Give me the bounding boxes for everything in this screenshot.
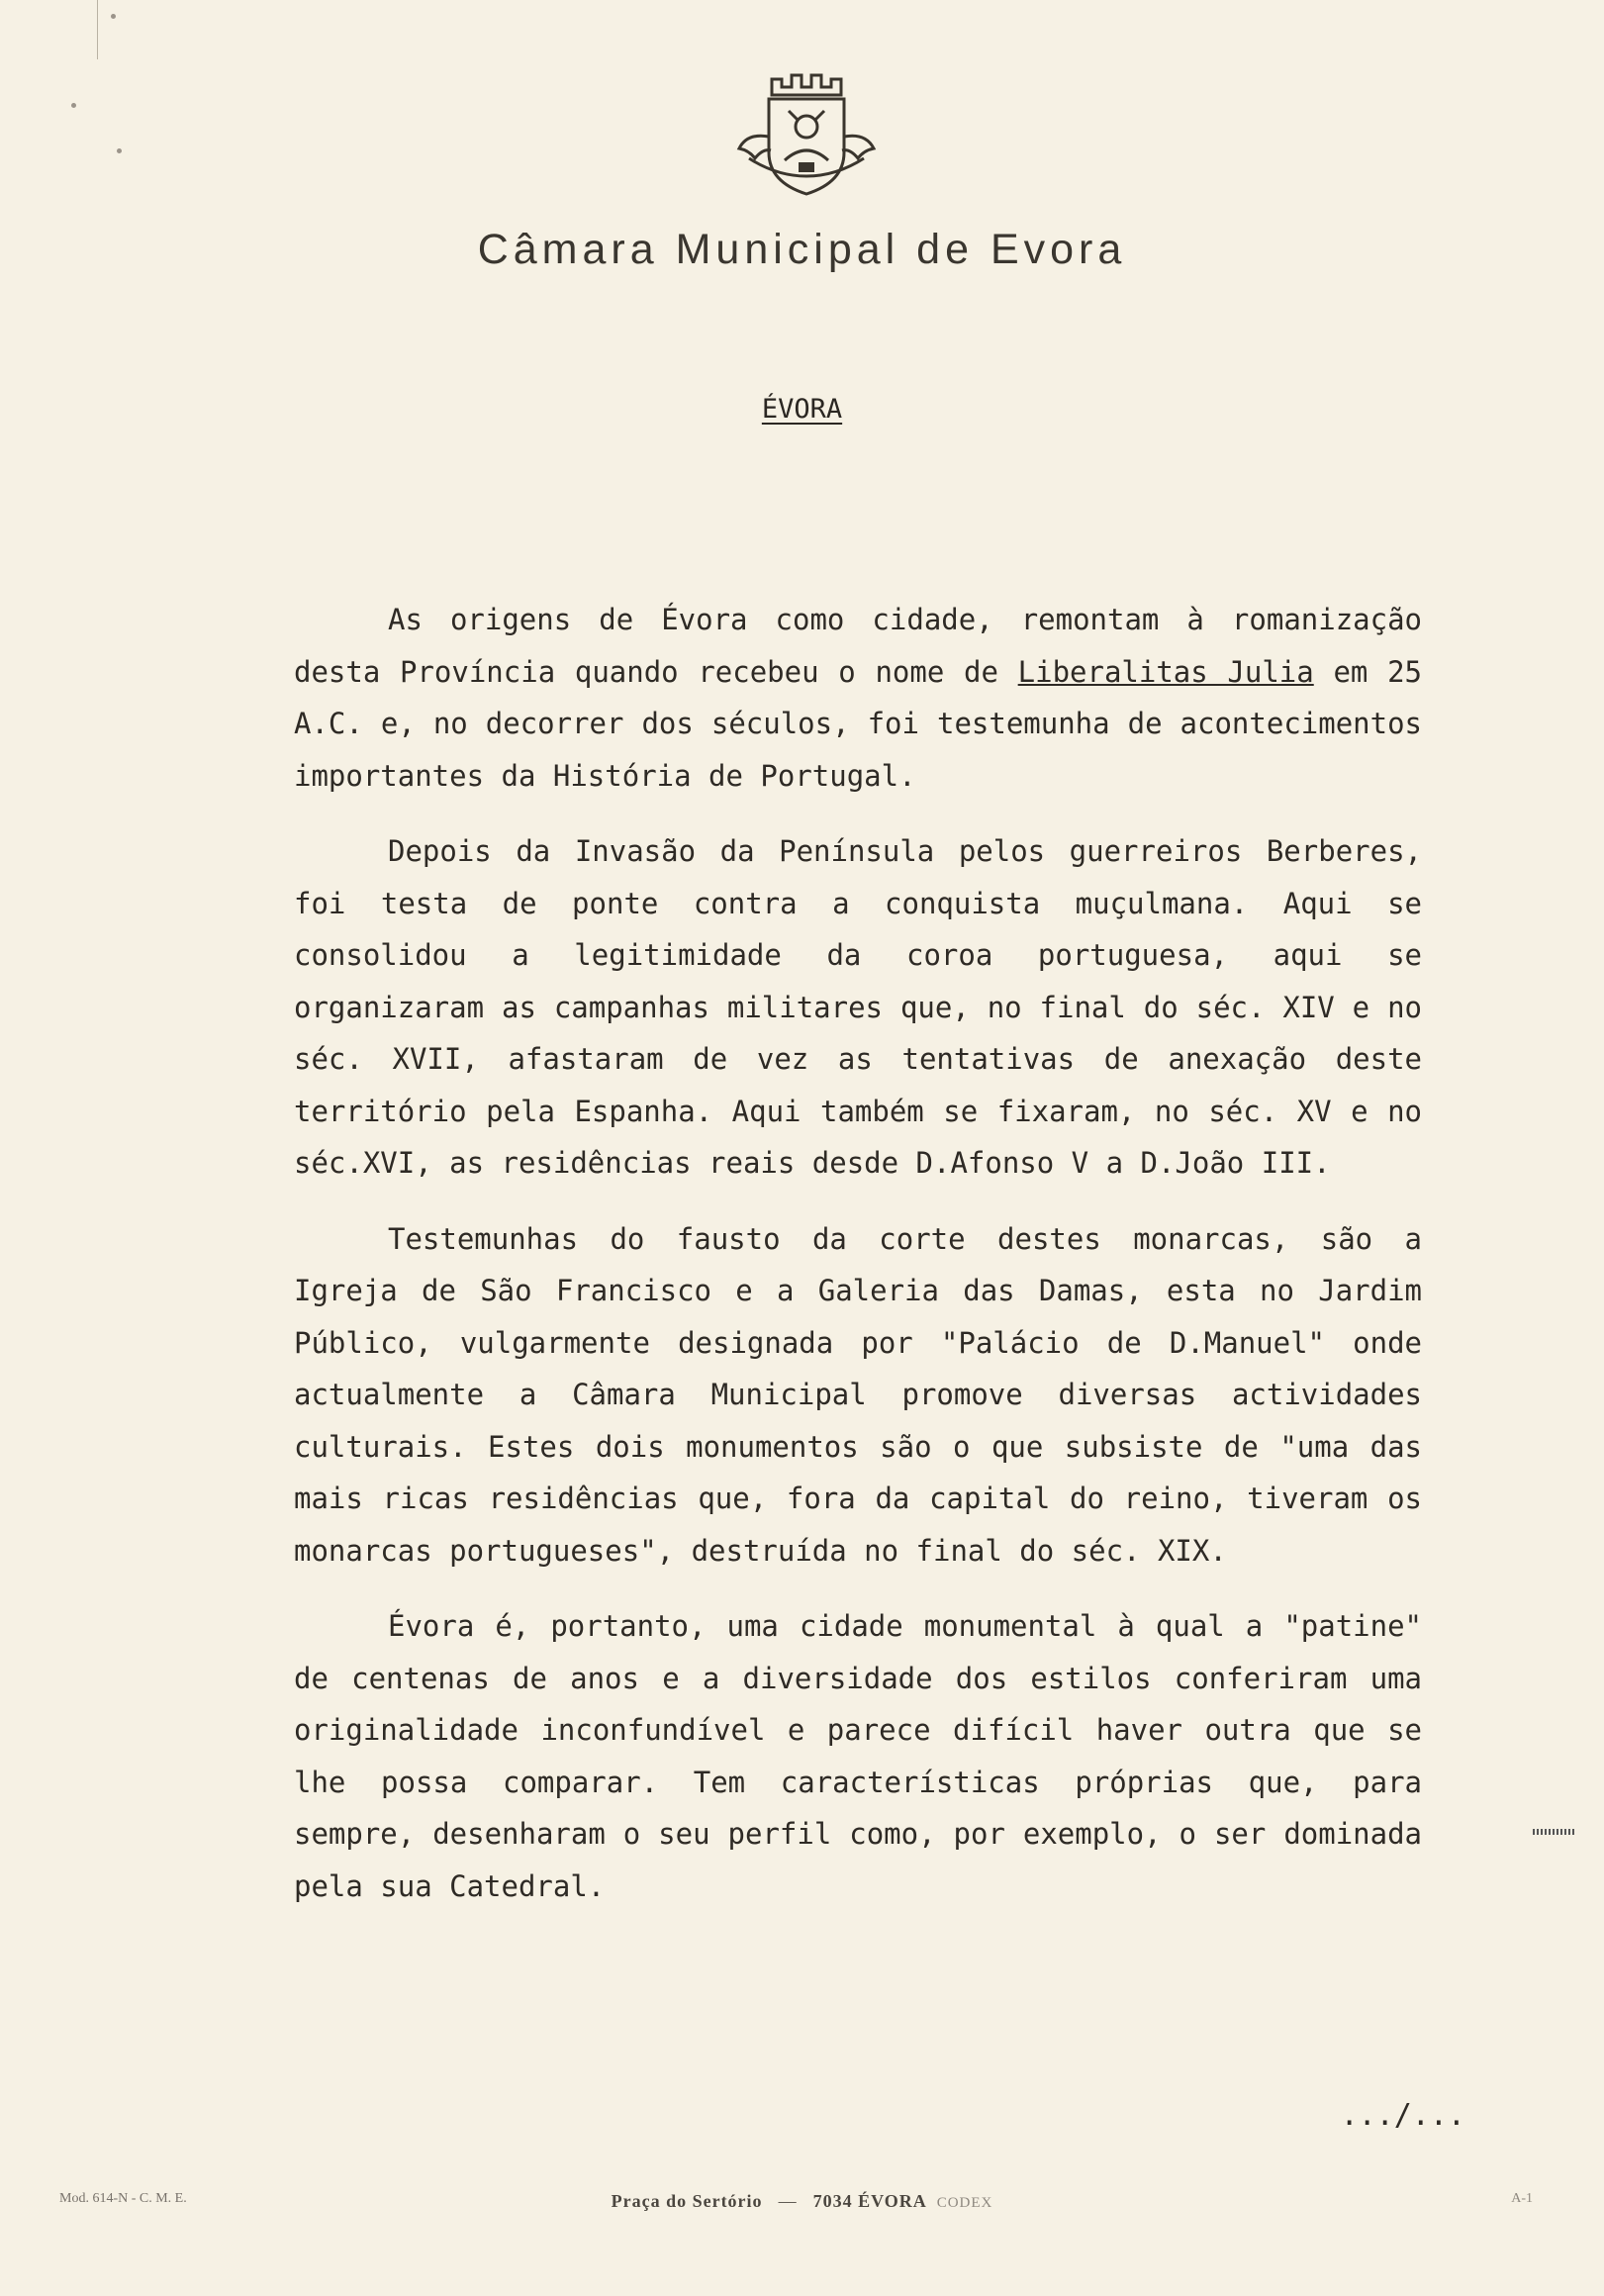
paper-speck: [111, 14, 116, 19]
document-title: ÉVORA: [761, 394, 843, 425]
street-address: Praça do Sertório: [611, 2191, 763, 2211]
page-reference: A-1: [1511, 2191, 1533, 2206]
postal-city: 7034 ÉVORA: [812, 2191, 927, 2211]
organization-name: Câmara Municipal de Evora: [477, 226, 1127, 273]
municipal-coat-of-arms-icon: [727, 65, 886, 204]
paragraph: [294, 1213, 1422, 1578]
continuation-mark: .../...: [1340, 2098, 1465, 2133]
paragraph-text: Depois da Invasão da Península pelos guerreiros Berberes, foi testa de ponte contra a conquista muçulmana. Aqui se consolidou a legitimidade da coroa portuguesa, aqui se organizaram as campanhas militares que, no final do séc. XIV e no séc. XVII, afastaram de vez as tentativas de anexação deste território pela Espanha. Aqui também se fixaram, no séc. XV e no séc.XVI, as residências reais desde D.Afonso V a D.João III.: [294, 834, 1422, 1180]
paragraph-text: Évora é, portanto, uma cidade monumental à qual a "patine" de centenas de anos e a diversidade dos estilos conferiram uma originalidade inconfundível e parece difícil haver outra que se lhe possa comparar. Tem características próprias que, para sempre, desenharam o seu perfil como, por exemplo, o ser dominada pela sua Catedral.: [294, 1609, 1422, 1903]
scan-mark: [1533, 1829, 1574, 1835]
footer-address: [0, 2191, 1604, 2212]
codex-label: CODEX: [936, 2195, 993, 2211]
paragraph: [294, 1600, 1422, 1912]
paragraph: [294, 594, 1422, 802]
paragraph: [294, 825, 1422, 1190]
form-code: Mod. 614-N - C. M. E.: [59, 2191, 187, 2206]
page-footer: [0, 2191, 1604, 2221]
document-body: [294, 594, 1422, 1936]
paragraph-text: As origens de Évora como cidade, remontam à romanização desta Província quando recebeu o nome de: [294, 603, 1422, 689]
underlined-name: Liberalitas Julia: [1017, 654, 1314, 689]
paragraph-text: Testemunhas do fausto da corte destes monarcas, são a Igreja de São Francisco e a Galeria das Damas, esta no Jardim Público, vulgarmente designada por "Palácio de D.Manuel" onde actualmente a Câmara Municipal promove diversas actividades culturais. Estes dois monumentos são o que subsiste de "uma das mais ricas residências que, fora da capital do reino, tiveram os monarcas portugueses", destruída no final do séc. XIX.: [294, 1221, 1422, 1568]
margin-line: [97, 0, 98, 59]
paragraph-text: em 25 A.C. e, no decorrer dos séculos, foi testemunha de acontecimentos importantes da História de Portugal.: [294, 654, 1423, 793]
footer-dash: —: [778, 2191, 798, 2211]
paper-speck: [117, 148, 122, 153]
paper-speck: [71, 103, 76, 108]
